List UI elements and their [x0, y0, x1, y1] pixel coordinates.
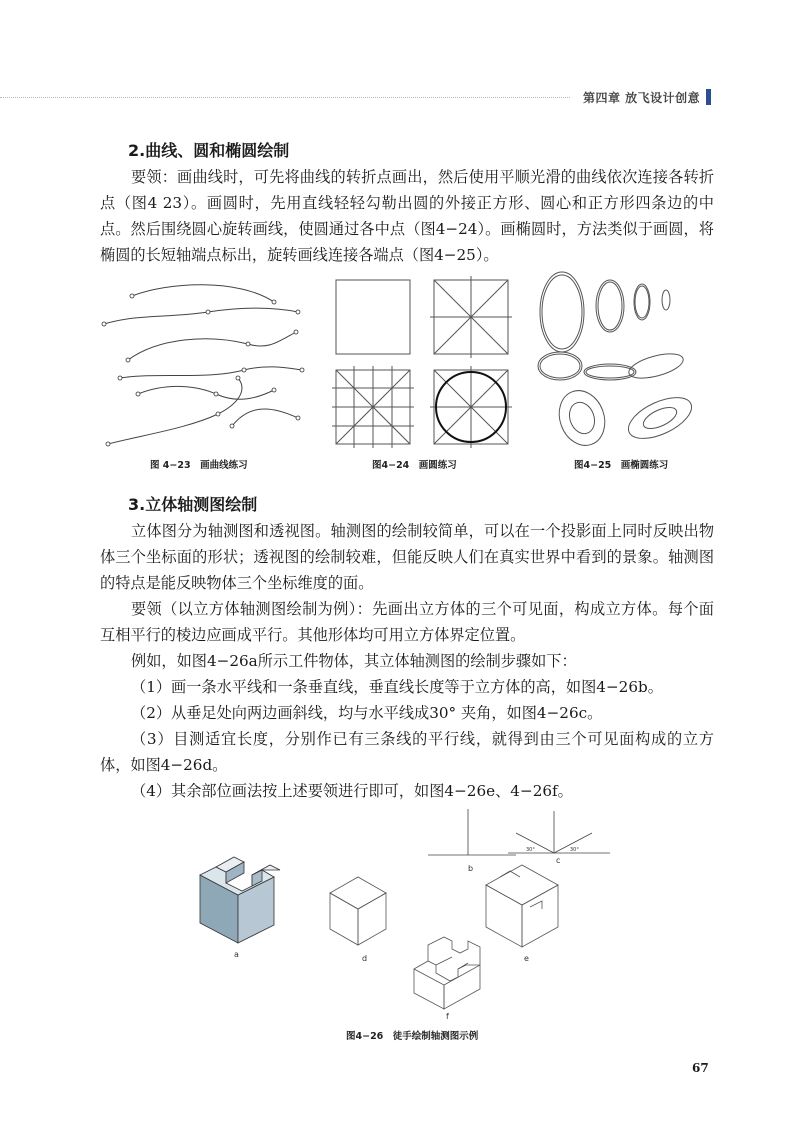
figure-4-26a-label: a: [234, 950, 239, 959]
figure-4-26b-label: b: [468, 864, 474, 873]
header-rule: [0, 97, 570, 99]
page-number: 67: [692, 1061, 709, 1075]
figure-4-25-ellipses: [530, 270, 704, 450]
figure-4-26c-angle-left: 30°: [526, 847, 535, 853]
figure-4-26-isometric-examples: [190, 805, 620, 1025]
step-1: （1）画一条水平线和一条垂直线，垂直线长度等于立方体的高，如图4−26b。: [131, 678, 663, 696]
step-4: （4）其余部位画法按上述要领进行即可，如图4−26e、4−26f。: [131, 782, 573, 800]
section-3-paragraph-3: 例如，如图4−26a所示工件物体，其立体轴测图的绘制步骤如下：: [131, 652, 577, 670]
figure-4-23-caption: 图 4−23 画曲线练习: [150, 460, 248, 471]
figure-4-26e-label: e: [524, 954, 529, 963]
figure-4-23-curves: [98, 278, 310, 450]
figure-4-26d-label: d: [362, 954, 368, 963]
step-3: （3）目测适宜长度，分别作已有三条线的平行线，就得到由三个可见面构成的立方体，如图4−26d。: [100, 730, 714, 774]
chapter-title: 第四章 放飞设计创意: [583, 91, 701, 105]
header-accent-bar: [706, 89, 711, 105]
section-3-heading: 3.立体轴测图绘制: [128, 495, 258, 514]
figure-4-26c-angle-right: 30°: [570, 847, 579, 853]
figure-4-24-caption: 图4−24 画圆练习: [372, 460, 457, 471]
section-3-paragraph-2: 要领（以立方体轴测图绘制为例）：先画出立方体的三个可见面，构成立方体。每个面互相平行的棱边应画成平行。其他形体均可用立方体界定位置。: [100, 600, 714, 644]
step-2: （2）从垂足处向两边画斜线，均与水平线成30° 夹角，如图4−26c。: [131, 704, 603, 722]
section-2-heading: 2.曲线、圆和椭圆绘制: [128, 141, 290, 160]
figure-4-26f-label: f: [446, 1012, 449, 1021]
section-3-paragraph-1: 立体图分为轴测图和透视图。轴测图的绘制较简单，可以在一个投影面上同时反映出物体三个坐标面的形状；透视图的绘制较难，但能反映人们在真实世界中看到的景象。轴测图的特点是能反映物体三个坐标维度的面。: [100, 522, 714, 592]
figure-4-26a: [200, 857, 280, 943]
figure-4-24-circles: [326, 272, 522, 454]
section-2-paragraph: 要领：画曲线时，可先将曲线的转折点画出，然后使用平顺光滑的曲线依次连接各转折点（图4 23）。画圆时，先用直线轻轻勾勒出圆的外接正方形、圆心和正方形四条边的中点。然后围绕圆心旋转画线，使圆通过各中点（图4−24）。画椭圆时，方法类似于画圆，将椭圆的长短轴端点标出，旋转画线连接各端点（图4−25）。: [100, 168, 714, 264]
figure-4-25-caption: 图4−25 画椭圆练习: [574, 460, 669, 471]
figure-4-26c-label: c: [556, 856, 561, 865]
figure-4-26-caption: 图4−26 徒手绘制轴测图示例: [346, 1031, 479, 1042]
